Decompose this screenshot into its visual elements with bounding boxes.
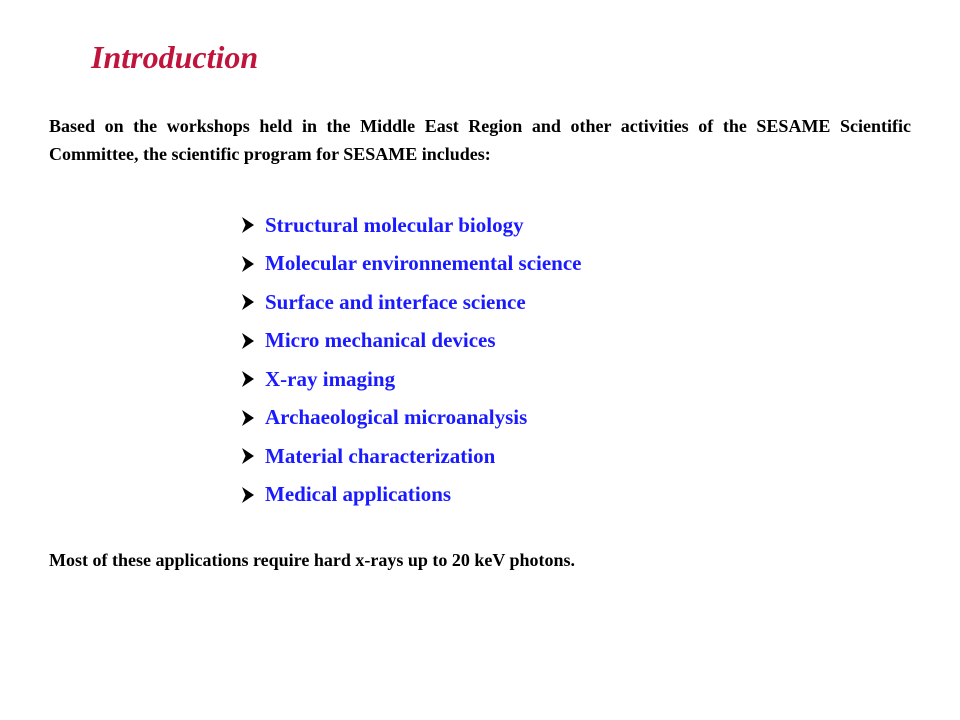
arrowhead-bullet-icon: [242, 217, 254, 233]
slide-title: Introduction: [91, 39, 259, 75]
topic-label: Archaeological microanalysis: [265, 405, 528, 430]
topic-item: [242, 322, 582, 361]
arrowhead-bullet-icon: [242, 448, 254, 464]
topic-label: Medical applications: [265, 482, 452, 507]
topic-label: Structural molecular biology: [265, 212, 524, 237]
topic-list: [242, 206, 582, 514]
arrowhead-bullet-icon: [242, 294, 254, 310]
topic-item: [242, 399, 582, 438]
topic-label: X-ray imaging: [265, 366, 396, 391]
closing-paragraph: Most of these applications require hard x-rays up to 20 keV photons.: [49, 550, 576, 570]
arrowhead-bullet-icon: [242, 333, 254, 349]
arrowhead-bullet-icon: [242, 256, 254, 272]
intro-paragraph: Based on the workshops held in the Middle East Region and other activities of the SESAME Scientific Committee, the scientific program for SESAME includes:: [49, 116, 911, 164]
topic-item: [242, 245, 582, 284]
arrowhead-bullet-icon: [242, 371, 254, 387]
topic-label: Surface and interface science: [265, 289, 526, 314]
topic-item: [242, 360, 582, 399]
topic-label: Micro mechanical devices: [265, 328, 496, 353]
topic-item: [242, 283, 582, 322]
arrowhead-bullet-icon: [242, 410, 254, 426]
topic-label: Material characterization: [265, 443, 496, 468]
topic-item: [242, 437, 582, 476]
topic-item: [242, 206, 582, 245]
topic-label: Molecular environnemental science: [265, 251, 582, 276]
topic-item: [242, 476, 582, 515]
arrowhead-bullet-icon: [242, 487, 254, 503]
